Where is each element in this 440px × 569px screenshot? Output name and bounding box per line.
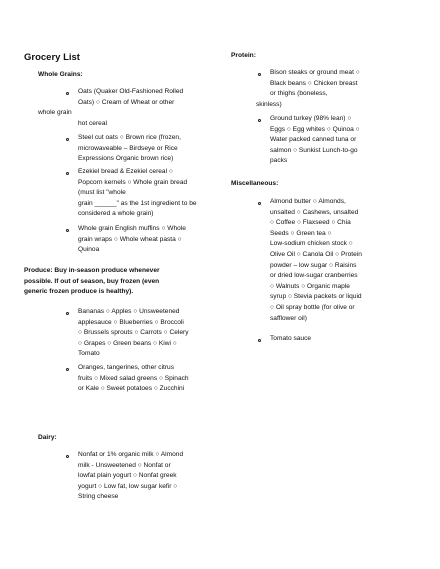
list-item: Nonfat or 1% organic milk ○ Almond milk - Unsweetened ○ Nonfat or lowfat plain yogurt ○ Nonfat greek yogurt ○ Low fat, low sugar kefir ○ String cheese xyxy=(78,451,184,501)
bullet-icon xyxy=(258,339,261,342)
bullet-icon xyxy=(66,172,69,175)
list-item: Bananas ○ Apples ○ Unsweetened applesauce ○ Blueberries ○ Broccoli ○ Brussels sprouts ○ Carrots ○ Celery ○ Grapes ○ Green beans ○ Kiwi ○ Tomato xyxy=(78,308,189,358)
bullet-icon xyxy=(66,455,69,458)
bullet-icon xyxy=(66,92,69,95)
bullet-icon xyxy=(258,73,261,76)
bullet-icon xyxy=(258,119,261,122)
list-item: Oats (Quaker Old-Fashioned Rolled Oats) ○ Cream of Wheat or other xyxy=(78,88,184,106)
miscellaneous-heading: Miscellaneous: xyxy=(231,180,279,187)
produce-intro: Produce: Buy in-season produce whenever possible. If out of season, buy frozen (even generic frozen produce is healthy). xyxy=(24,267,160,296)
page-title: Grocery List xyxy=(24,52,80,63)
bullet-icon xyxy=(66,138,69,141)
dairy-heading: Dairy: xyxy=(38,434,57,441)
list-item: Bison steaks or ground meat ○ Black beans ○ Chicken breast or thighs (boneless, xyxy=(270,69,360,98)
list-item: Whole grain English muffins ○ Whole grain wraps ○ Whole wheat pasta ○ Quinoa xyxy=(78,225,186,254)
bullet-icon xyxy=(258,202,261,205)
list-item: Ezekiel bread & Ezekiel cereal ○ Popcorn kernels ○ Whole grain bread (must list "whole grain ______" as the 1st ingredient to be considered a whole grain) xyxy=(78,168,197,218)
protein-heading: Protein: xyxy=(231,52,256,59)
bullet-icon xyxy=(66,312,69,315)
list-item-continuation: whole grain xyxy=(38,109,72,116)
list-item: Tomato sauce xyxy=(270,335,312,342)
whole-grains-heading: Whole Grains: xyxy=(38,71,83,78)
list-item-continuation: hot cereal xyxy=(78,120,107,127)
list-item: Steel cut oats ○ Brown rice (frozen, microwaveable – Birdseye or Rice Expressions Organic brown rice) xyxy=(78,134,181,163)
list-item: Ground turkey (98% lean) ○ Eggs ○ Egg whites ○ Quinoa ○ Water packed canned tuna or salmon ○ Sunkist Lunch-to-go packs xyxy=(270,115,360,165)
bullet-icon xyxy=(66,229,69,232)
bullet-icon xyxy=(66,368,69,371)
list-item-continuation: skinless) xyxy=(256,101,282,108)
list-item: Oranges, tangerines, other citrus fruits ○ Mixed salad greens ○ Spinach or Kale ○ Sweet potatoes ○ Zucchini xyxy=(78,364,189,393)
list-item: Almond butter ○ Almonds, unsalted ○ Cashews, unsalted ○ Coffee ○ Flaxseed ○ Chia Seeds ○ Green tea ○ Low-sodium chicken stock ○ Olive Oil ○ Canola Oil ○ Protein powder – low sugar ○ Raisins or dried low-sugar cranberries ○ Walnuts ○ Organic maple syrup ○ Stevia packets or liquid ○ Oil spray bottle (for olive or safflower oil) xyxy=(270,198,362,322)
